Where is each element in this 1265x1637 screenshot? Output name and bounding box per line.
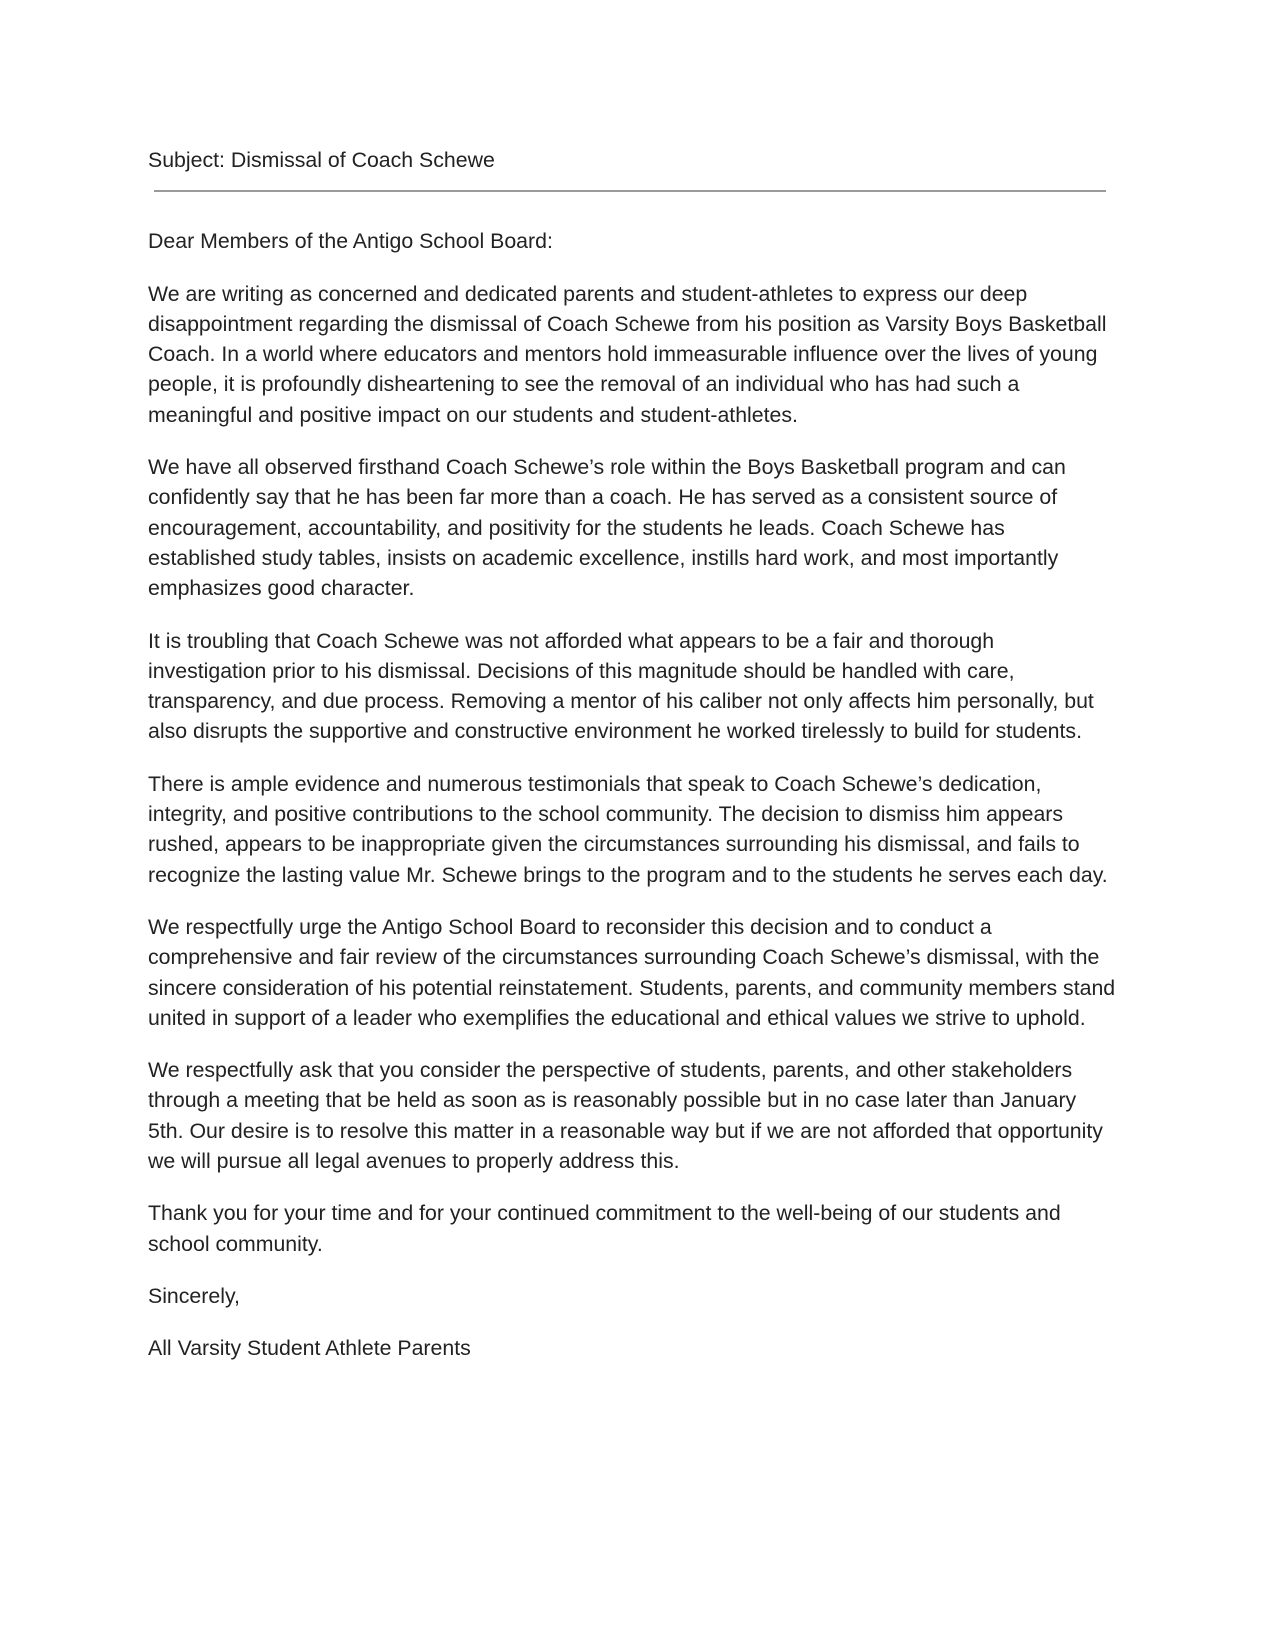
paragraph-7: Thank you for your time and for your continued commitment to the well-being of our students and school community. xyxy=(148,1201,1061,1256)
paragraph-5: We respectfully urge the Antigo School Board to reconsider this decision and to conduct a comprehensive and fair review of the circumstances surrounding Coach Schewe’s dismissal, with the sincere consideration of his potential reinstatement. Students, parents, and community members stand united in support of a leader who exemplifies the educational and ethical values we strive to uphold. xyxy=(148,914,1116,1030)
signature: All Varsity Student Athlete Parents xyxy=(148,1336,471,1361)
paragraph-2: We have all observed firsthand Coach Schewe’s role within the Boys Basketball program and can confidently say that he has been far more than a coach. He has served as a consistent source of encouragement, accountability, and positivity for the students he leads. Coach Schewe has established study tables, insists on academic excellence, instills hard work, and most importantly emphasizes good character. xyxy=(148,455,1066,601)
paragraph-6: We respectfully ask that you consider the perspective of students, parents, and other stakeholders through a meeting that be held as soon as is reasonably possible but in no case later than January 5th. Our desire is to resolve this matter in a reasonable way but if we are not afforded that opportunity we will pursue all legal avenues to properly address this. xyxy=(148,1058,1103,1174)
horizontal-divider xyxy=(154,190,1106,192)
salutation: Dear Members of the Antigo School Board: xyxy=(148,229,553,254)
letter-body xyxy=(148,145,1116,1364)
subject-line: Subject: Dismissal of Coach Schewe xyxy=(148,148,495,172)
closing: Sincerely, xyxy=(148,1283,240,1308)
paragraph-4: There is ample evidence and numerous testimonials that speak to Coach Schewe’s dedication, integrity, and positive contributions to the school community. The decision to dismiss him appears rushed, appears to be inappropriate given the circumstances surrounding his dismissal, and fails to recognize the lasting value Mr. Schewe brings to the program and to the students he serves each day. xyxy=(148,771,1108,887)
paragraph-3: It is troubling that Coach Schewe was not afforded what appears to be a fair and thorough investigation prior to his dismissal. Decisions of this magnitude should be handled with care, transparency, and due process. Removing a mentor of his caliber not only affects him personally, but also disrupts the supportive and constructive environment he worked tirelessly to build for students. xyxy=(148,628,1094,744)
paragraph-1: We are writing as concerned and dedicated parents and student-athletes to express our deep disappointment regarding the dismissal of Coach Schewe from his position as Varsity Boys Basketball Coach. In a world where educators and mentors hold immeasurable influence over the lives of young people, it is profoundly disheartening to see the removal of an individual who has had such a meaningful and positive impact on our students and student-athletes. xyxy=(148,281,1107,427)
